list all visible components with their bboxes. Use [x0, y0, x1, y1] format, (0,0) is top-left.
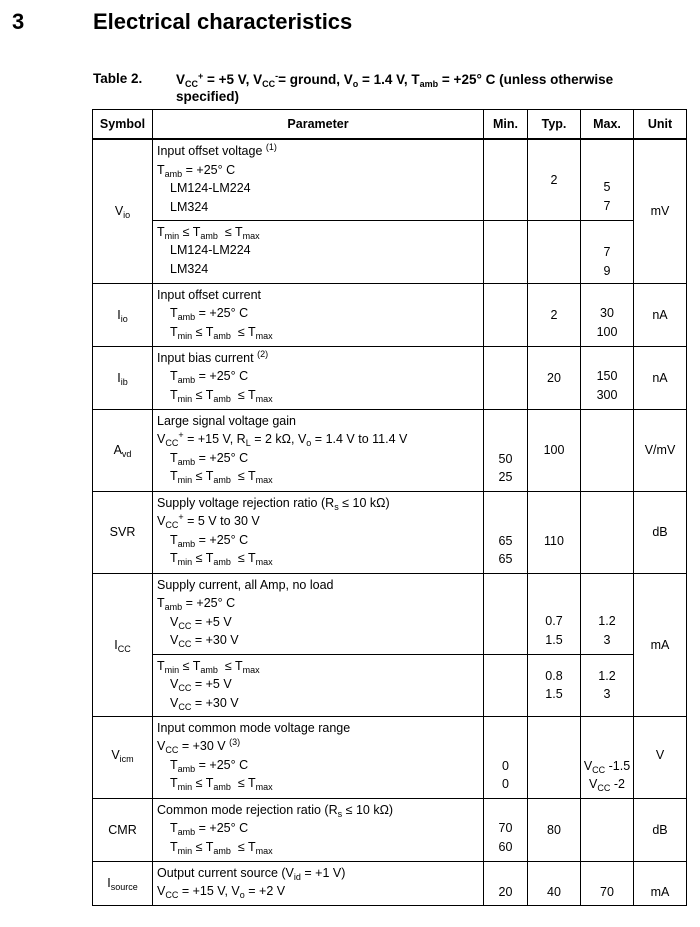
symbol-isource: $I_{source}$ — [93, 861, 153, 905]
unit-vio: mV — [634, 139, 687, 283]
max-icc-2: 1.2 3 — [581, 654, 634, 716]
typ-avd: 100 — [528, 409, 581, 491]
table-caption-label: Table 2. — [93, 71, 143, 86]
param-vio-trange: $T_{min} \le T_{amb} \le T_{max}$ LM124-LM224 LM324 — [153, 220, 484, 283]
param-iio: Input offset current $T_{amb} = +25^\circ$ C $T_{min} \le T_{amb} \le T_{max}$ — [153, 283, 484, 346]
unit-icc: mA — [634, 573, 687, 716]
table-row — [93, 283, 687, 346]
unit-isource: mA — [634, 861, 687, 905]
typ-vicm — [528, 716, 581, 798]
table-row — [93, 861, 687, 905]
table-row — [93, 798, 687, 861]
typ-iib: 20 — [528, 346, 581, 409]
typ-isource: 40 — [528, 861, 581, 905]
typ-vio: 2 — [528, 139, 581, 220]
max-avd — [581, 409, 634, 491]
min-avd: 50 25 — [484, 409, 528, 491]
min-svr: 65 65 — [484, 491, 528, 573]
section-title: Electrical characteristics — [93, 9, 353, 34]
table-caption: $V_{CC}^+ = +5$ V, $V_{CC}^-=$ ground, $V_o = 1.4$ V, $T_{amb} = +25^\circ$ C (unless otherwise specified) — [176, 71, 614, 104]
param-svr: Supply voltage rejection ratio ($R_s \le 10$ kΩ) $V_{CC}^+ = 5$ V to 30 V $T_{amb} = +25^\circ$ C $T_{min} \le T_{amb} \le T_{max}$ — [153, 491, 484, 573]
unit-svr: dB — [634, 491, 687, 573]
table-row — [93, 654, 687, 716]
header-parameter: Parameter — [153, 110, 484, 140]
max-vio: 5 7 — [581, 139, 634, 220]
symbol-iio: $I_{io}$ — [93, 283, 153, 346]
param-iib: Input bias current $^{(2)}$ $T_{amb} = +25^\circ$ C $T_{min} \le T_{amb} \le T_{max}$ — [153, 346, 484, 409]
max-iio: 30 100 — [581, 283, 634, 346]
typ-vio-2 — [528, 220, 581, 283]
unit-cmr: dB — [634, 798, 687, 861]
header-symbol: Symbol — [93, 110, 153, 140]
max-icc: 1.2 3 — [581, 573, 634, 654]
typ-iio: 2 — [528, 283, 581, 346]
electrical-characteristics-table — [92, 109, 687, 906]
min-isource: 20 — [484, 861, 528, 905]
symbol-avd: $A_{vd}$ — [93, 409, 153, 491]
table-row — [93, 573, 687, 654]
min-icc-2 — [484, 654, 528, 716]
typ-icc-2: 0.8 1.5 — [528, 654, 581, 716]
typ-icc: 0.7 1.5 — [528, 573, 581, 654]
symbol-cmr: CMR — [93, 798, 153, 861]
header-typ: Typ. — [528, 110, 581, 140]
max-svr — [581, 491, 634, 573]
table-row — [93, 139, 687, 220]
typ-svr: 110 — [528, 491, 581, 573]
param-vicm: Input common mode voltage range $V_{CC} = +30$ V $^{(3)}$ $T_{amb} = +25^\circ$ C $T_{min} \le T_{amb} \le T_{max}$ — [153, 716, 484, 798]
typ-cmr: 80 — [528, 798, 581, 861]
unit-avd: V/mV — [634, 409, 687, 491]
min-vicm: 0 0 — [484, 716, 528, 798]
symbol-svr: SVR — [93, 491, 153, 573]
param-avd: Large signal voltage gain $V_{CC}^+ = +15$ V, $R_L = 2$ kΩ, $V_o = 1.4$ V to 11.4 V $T_{amb} = +25^\circ$ C $T_{min} \le T_{amb} \le T_{max}$ — [153, 409, 484, 491]
unit-iio: nA — [634, 283, 687, 346]
unit-iib: nA — [634, 346, 687, 409]
symbol-icc: $I_{CC}$ — [93, 573, 153, 716]
min-icc — [484, 573, 528, 654]
param-icc: Supply current, all Amp, no load $T_{amb} = +25^\circ$ C $V_{CC} = +5$ V $V_{CC} = +30$ V — [153, 573, 484, 654]
table-row — [93, 346, 687, 409]
min-iio — [484, 283, 528, 346]
max-vicm: $V_{CC}$ -1.5 $V_{CC}$ -2 — [581, 716, 634, 798]
min-cmr: 70 60 — [484, 798, 528, 861]
param-isource: Output current source ($V_{id} = +1$ V) $V_{CC} = +15$ V, $V_o = +2$ V — [153, 861, 484, 905]
param-cmr: Common mode rejection ratio ($R_s \le 10$ kΩ) $T_{amb} = +25^\circ$ C $T_{min} \le T_{amb} \le T_{max}$ — [153, 798, 484, 861]
section-number: 3 — [12, 9, 25, 34]
param-icc-trange: $T_{min} \le T_{amb} \le T_{max}$ $V_{CC} = +5$ V $V_{CC} = +30$ V — [153, 654, 484, 716]
table-row — [93, 220, 687, 283]
header-unit: Unit — [634, 110, 687, 140]
max-vio-2: 7 9 — [581, 220, 634, 283]
min-iib — [484, 346, 528, 409]
table-row — [93, 491, 687, 573]
header-min: Min. — [484, 110, 528, 140]
table-row — [93, 716, 687, 798]
max-cmr — [581, 798, 634, 861]
symbol-vicm: $V_{icm}$ — [93, 716, 153, 798]
table-row — [93, 409, 687, 491]
header-row — [93, 110, 687, 140]
param-vio: Input offset voltage $^{(1)}$ $T_{amb} = +25^\circ$ C LM124-LM224 LM324 — [153, 139, 484, 220]
unit-vicm: V — [634, 716, 687, 798]
max-isource: 70 — [581, 861, 634, 905]
min-vio-2 — [484, 220, 528, 283]
header-max: Max. — [581, 110, 634, 140]
symbol-iib: $I_{ib}$ — [93, 346, 153, 409]
max-iib: 150 300 — [581, 346, 634, 409]
min-vio — [484, 139, 528, 220]
symbol-vio: $V_{io}$ — [93, 139, 153, 283]
